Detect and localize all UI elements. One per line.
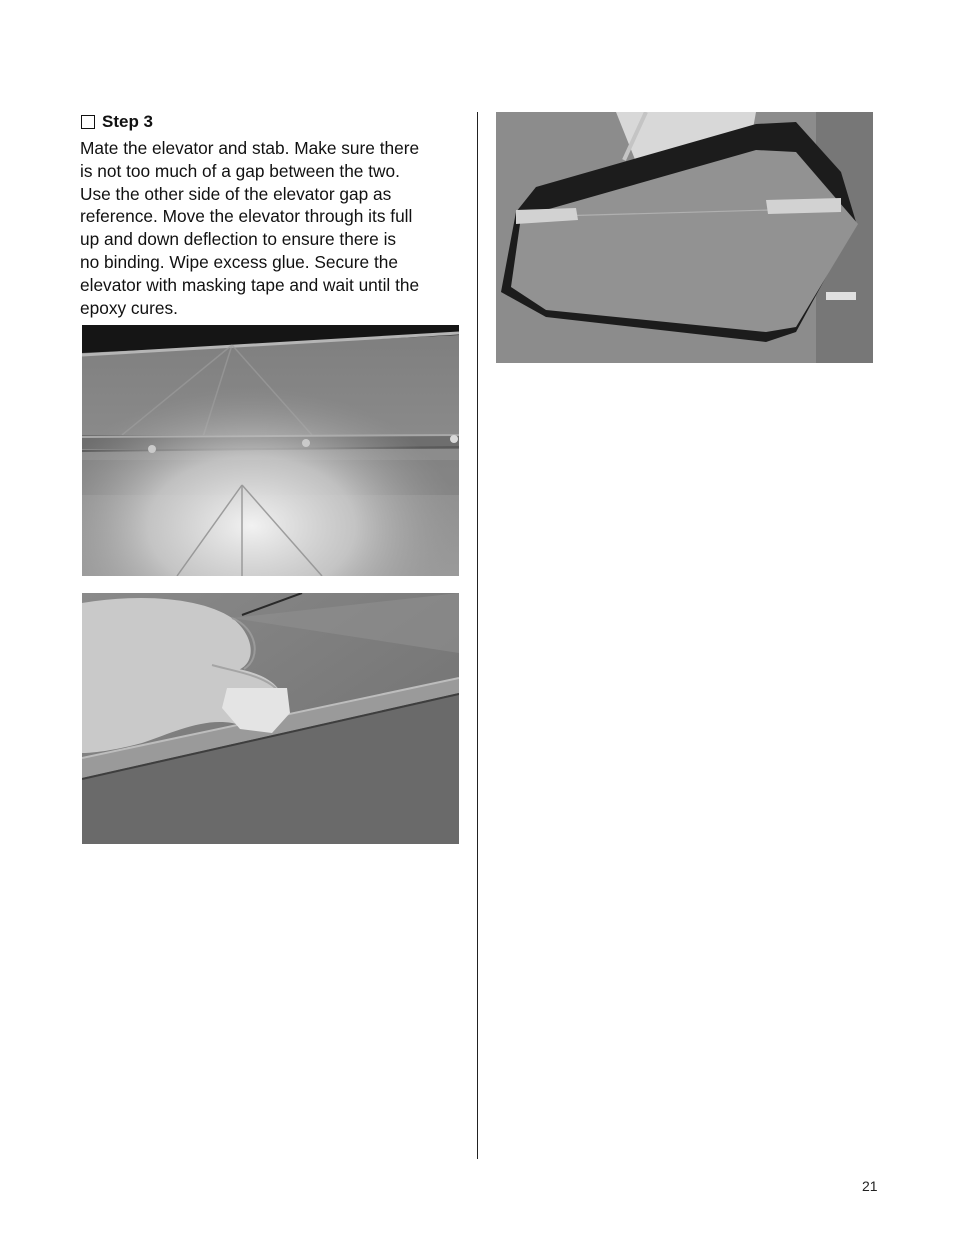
instruction-line: Mate the elevator and stab. Make sure there bbox=[80, 138, 420, 158]
step-title: Step 3 bbox=[102, 112, 154, 131]
page-number: 21 bbox=[862, 1178, 878, 1194]
photo-elevator-hinge-gap bbox=[82, 325, 459, 576]
photo-wiping-excess-glue bbox=[82, 593, 459, 844]
instruction-line: epoxy cures. bbox=[80, 297, 178, 318]
instruction-line: up and down deflection to ensure there is bbox=[80, 229, 397, 250]
column-divider bbox=[477, 112, 478, 1159]
step-instructions bbox=[80, 137, 462, 319]
instruction-line: reference. Move the elevator through its full bbox=[80, 206, 413, 227]
instruction-line: no binding. Wipe excess glue. Secure the bbox=[80, 251, 398, 272]
step-heading bbox=[81, 112, 153, 132]
instruction-line: elevator with masking tape and wait until the bbox=[80, 274, 420, 295]
photo-elevator-taped-to-stab bbox=[496, 112, 873, 363]
instruction-line: Use the other side of the elevator gap as bbox=[80, 183, 392, 204]
instruction-line: is not too much of a gap between the two. bbox=[80, 160, 400, 181]
empty-checkbox-icon bbox=[81, 115, 95, 129]
